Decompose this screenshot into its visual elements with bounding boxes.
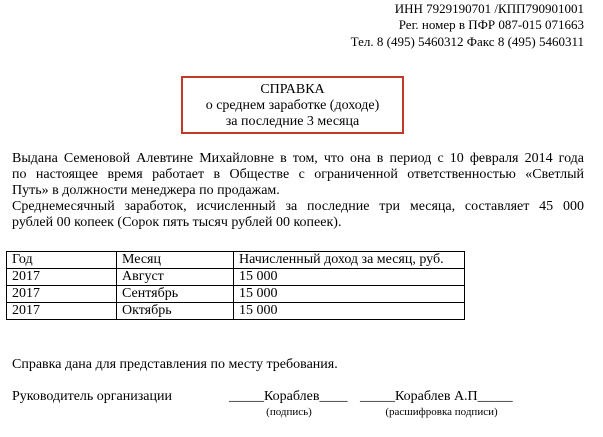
document-title: СПРАВКА xyxy=(260,82,325,97)
signature-decoding-caption: (расшифровка подписи) xyxy=(385,406,498,418)
cell-income: 15 000 xyxy=(234,286,465,303)
document-title-box xyxy=(181,76,404,134)
cell-income: 15 000 xyxy=(234,303,465,320)
col-header-year: Год xyxy=(7,252,117,269)
body-line-1: Выдана Семеновой Алевтине Михайловне в том, что она в период с 10 февраля 2014 года xyxy=(12,151,584,166)
document-subtitle-2: за последние 3 месяца xyxy=(225,114,360,129)
phone-fax-line: Тел. 8 (495) 5460312 Факс 8 (495) 5460311 xyxy=(350,34,584,49)
purpose-statement: Справка дана для представления по месту требования. xyxy=(12,357,338,372)
cell-year: 2017 xyxy=(7,286,117,303)
income-table xyxy=(6,251,465,320)
table-row xyxy=(7,286,465,303)
body-line-3: Путь» в должности менеджера по продажам. xyxy=(12,183,280,198)
cell-month: Август xyxy=(117,269,234,286)
cell-month: Октябрь xyxy=(117,303,234,320)
signature-caption: (подпись) xyxy=(266,406,312,418)
table-row xyxy=(7,303,465,320)
cell-income: 15 000 xyxy=(234,269,465,286)
document-subtitle-1: о среднем заработке (доходе) xyxy=(205,98,380,113)
head-of-organization-label: Руководитель организации xyxy=(12,389,172,404)
inn-kpp-line: ИНН 7929190701 /КПП790901001 xyxy=(394,1,584,16)
col-header-month: Месяц xyxy=(117,252,234,269)
pfr-number-line: Рег. номер в ПФР 087-015 071663 xyxy=(398,17,584,32)
signature-decoding-line: _____Кораблев А.П_____ xyxy=(360,389,513,404)
body-line-5: рублей 00 копеек (Сорок пять тысяч рублей 00 копеек). xyxy=(12,215,342,230)
cell-year: 2017 xyxy=(7,269,117,286)
col-header-income: Начисленный доход за месяц, руб. xyxy=(234,252,465,269)
body-line-4: Среднемесячный заработок, исчисленный за последние три месяца, составляет 45 000 xyxy=(12,199,584,214)
cell-month: Сентябрь xyxy=(117,286,234,303)
signature-line: _____Кораблев____ xyxy=(229,389,348,404)
certificate-body xyxy=(12,151,584,231)
table-row xyxy=(7,269,465,286)
cell-year: 2017 xyxy=(7,303,117,320)
body-line-2: по настоящее время работает в Обществе с ограниченной ответственностью «Светлый xyxy=(12,167,584,182)
table-header-row xyxy=(7,252,465,269)
